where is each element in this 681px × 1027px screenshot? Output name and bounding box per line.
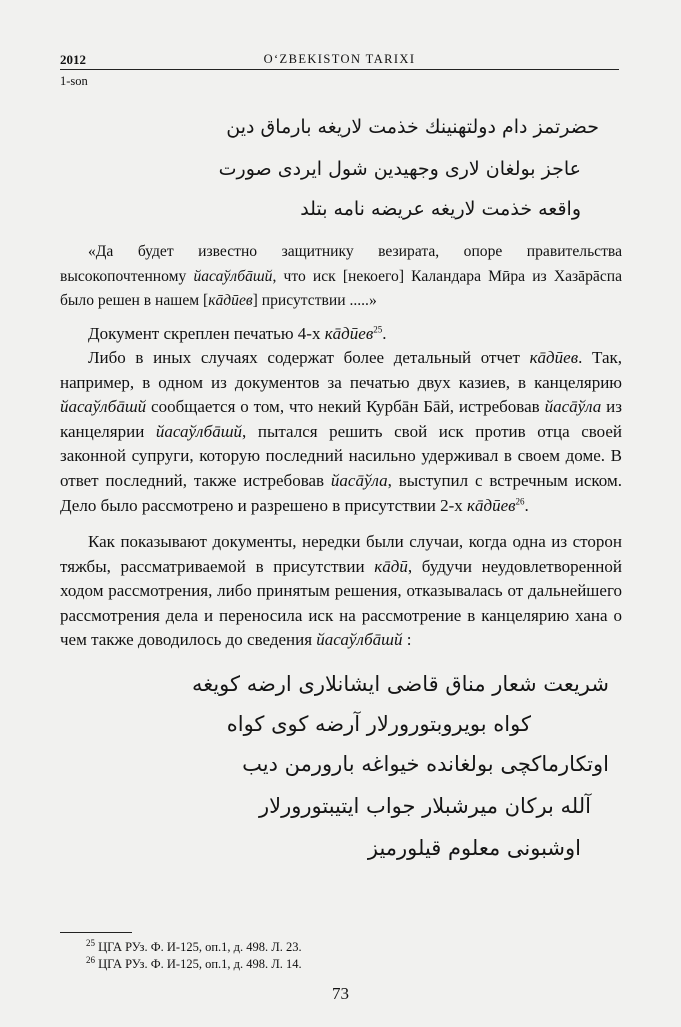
para-term: кāдӣев: [467, 495, 516, 515]
arabic-line-7: آلله برکان میرشبلار جواب ایتیبتورورلار: [258, 794, 591, 818]
para-term: йасāўла: [330, 470, 388, 490]
header-issue: 1-son: [60, 74, 88, 88]
header-rule: [60, 69, 619, 70]
para-text: из канцелярии: [60, 397, 622, 441]
footnote-ref: 25: [373, 324, 383, 335]
para-term: кāдӣев: [529, 348, 579, 367]
quote-term: кāдӣев: [208, 292, 253, 309]
para-text: сообщается о том, что некий Курбāн Бāй, истребовав: [146, 397, 545, 417]
quote-text: ] присутствии .....»: [252, 292, 377, 309]
para-text: Как показывают документы, нередки были случаи, когда одна из сторон тяжбы, рассматриваемой в присутствии: [60, 532, 622, 576]
footnote-number: 26: [86, 954, 95, 965]
para-text: Документ скреплен печатью 4-х: [88, 324, 325, 343]
para-text: , пытался решить свой иск против отца своей законной супруги, которую последний насильно удерживал в своем доме. В ответ последний, также истребовав: [60, 421, 622, 490]
page-number: 73: [332, 984, 349, 1003]
running-header: [60, 52, 619, 68]
para-term: йасаўлбāшй: [60, 397, 147, 417]
quote-text: , что иск [некоего] Каландара Мӣра из Хазāрāспа было решен в нашем [: [60, 267, 623, 309]
arabic-line-8: اوشبونی معلوم قیلورمیز: [367, 836, 581, 860]
para-term: йасаўлбāшй: [316, 630, 403, 650]
arabic-line-5: کواه بویروبتورورلار آرضه کوی کواه: [226, 712, 531, 736]
arabic-line-2: عاجز بولغان لاری وجهیدین شول ایردی صورت: [218, 158, 581, 180]
para-term: кāдӣев: [324, 324, 374, 343]
footnote-ref: 26: [515, 495, 525, 506]
para-text: Либо в иных случаях содержат более детальный отчет: [88, 348, 530, 367]
arabic-line-4: شریعت شعار مناق قاضی ایشانلاری ارضه کویغه: [191, 672, 609, 696]
paragraph-seal: [60, 322, 622, 347]
footnote-26: [86, 954, 302, 972]
arabic-line-1: حضرتمز دام دولتهنینك خذمت لاریغه بارماق دین: [226, 116, 599, 138]
para-term: йасāўла: [544, 397, 602, 417]
para-text: .: [382, 324, 387, 343]
para-text: .: [524, 495, 529, 515]
arabic-line-6: اوتکارماکچی بولغانده خیواغه بارورمن دیب: [242, 752, 609, 776]
para-term: йасаўлбāшй: [155, 421, 243, 441]
quote-term: йасаўлбāшй: [193, 267, 273, 285]
quote-text: «Да будет известно защитнику везирата, опоре правительства высокопочтенному: [60, 243, 622, 285]
paragraph-appeals: [60, 530, 622, 653]
footnote-rule: [60, 932, 132, 933]
para-text: :: [402, 630, 412, 650]
footnote-text: ЦГА РУз. Ф. И-125, оп.1, д. 498. Л. 23.: [98, 940, 302, 954]
translation-quote: [60, 240, 622, 314]
para-text: , выступил с встречным иском. Дело было рассмотрено и разрешено в присутствии 2-х: [60, 470, 622, 515]
footnote-text: ЦГА РУз. Ф. И-125, оп.1, д. 498. Л. 14.: [98, 957, 302, 971]
header-journal-title: O‘ZBEKISTON TARIXI: [263, 52, 416, 66]
arabic-line-3: واقعه خذمت لاریغه عریضه نامه بتلد: [300, 198, 581, 220]
para-text: . Так, например, в одном из документов за печатью двух казиев, в канцелярию: [60, 348, 622, 392]
paragraph-detail: [60, 346, 622, 518]
para-term: кāдӣ: [374, 556, 408, 576]
para-text: , будучи неудовлетворенной ходом рассмотрения, либо принятым решения, отказывалась от дальнейшего рассмотрения дела и переносила иск на рассмотрение в канцелярию хана о чем также доводилось до сведения: [60, 556, 622, 650]
header-year: 2012: [60, 52, 86, 67]
footnote-number: 25: [86, 937, 95, 948]
footnote-25: [86, 937, 302, 955]
